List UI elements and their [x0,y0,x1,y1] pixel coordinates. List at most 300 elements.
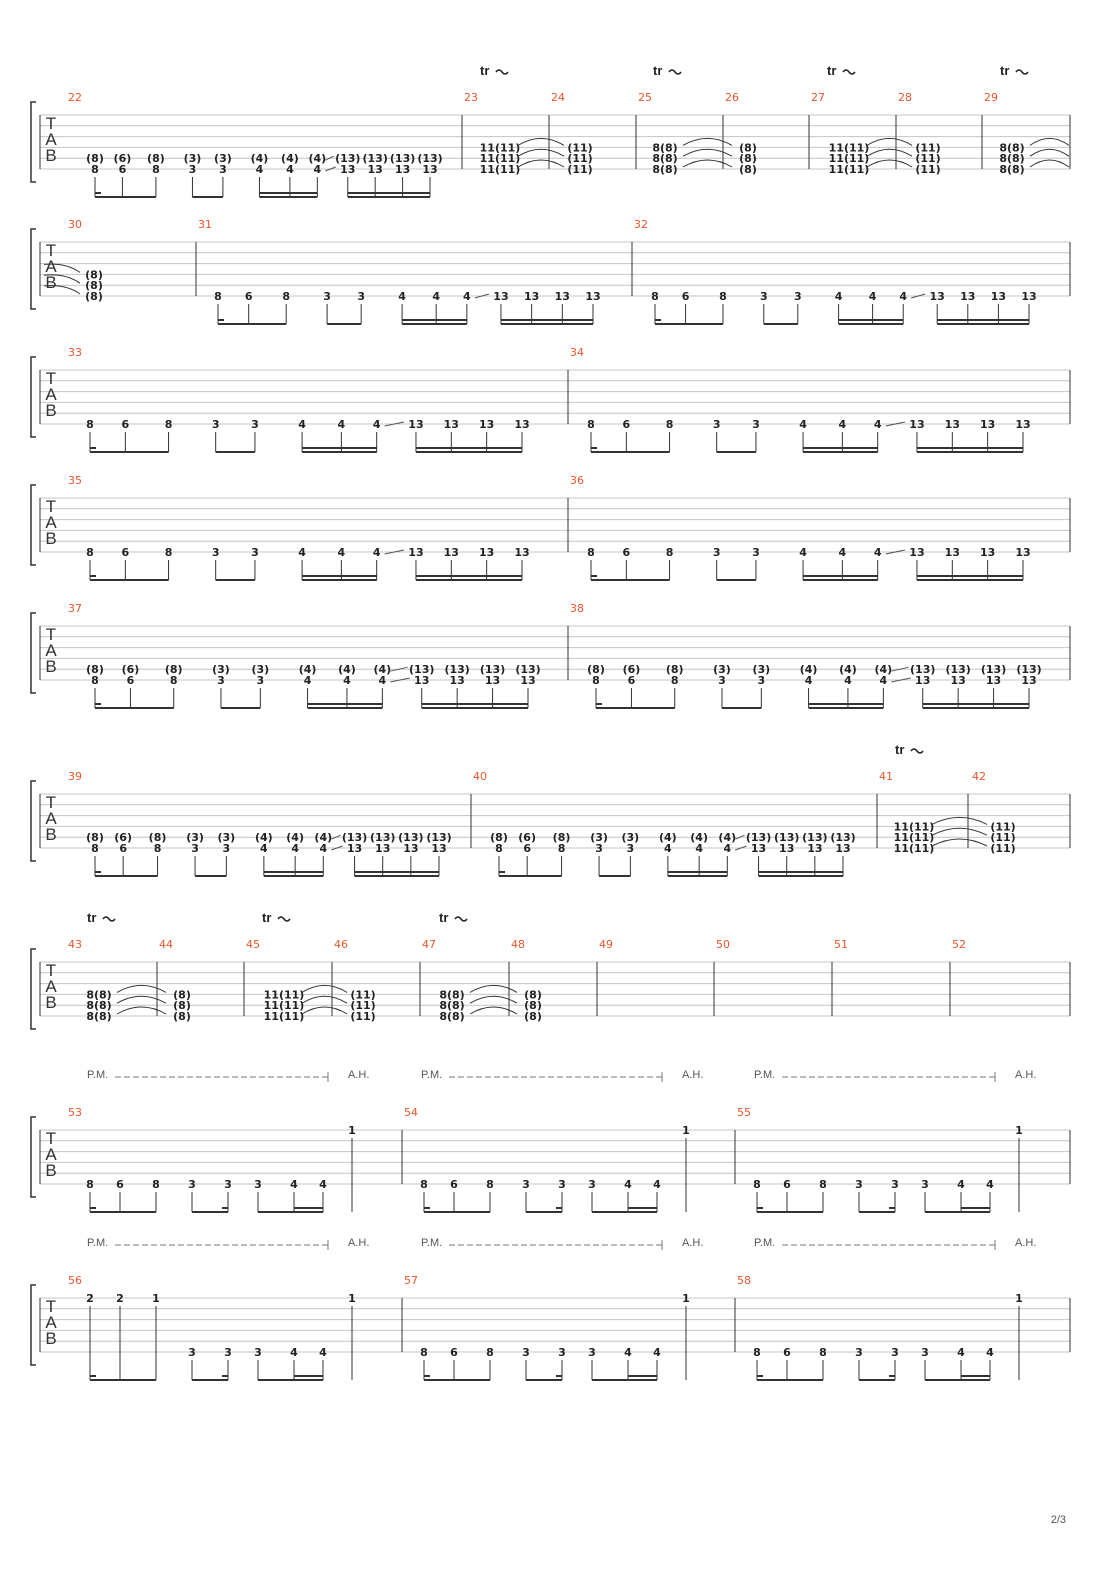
tie-arc [1030,160,1069,167]
fret-number: 3 [256,674,265,687]
measure-number: 37 [68,602,82,615]
fret-number: 13 [514,418,530,431]
fret-number: 13 [375,842,391,855]
tied-fret-number: (6) [518,831,537,845]
tied-fret-number: (13) [1016,663,1042,677]
palm-mute-label: P.M. [421,1069,443,1081]
tied-fret-number: (13) [398,831,424,845]
measure-number: 30 [68,218,82,231]
artificial-harmonic-label: A.H. [682,1237,704,1249]
fret-number: 4 [838,418,847,431]
tied-fret-number: (8) [164,663,183,677]
tied-fret-number: (8) [587,663,605,677]
tab-clef-b: B [45,825,57,844]
tied-chord-fret-number: (11) [567,141,593,155]
fret-number: 6 [121,418,130,431]
fret-number: 6 [627,674,636,687]
fret-number: 4 [844,674,852,687]
fret-number: 4 [337,546,346,559]
fret-number: 3 [921,1346,929,1359]
chord-fret-number: 11(11) [893,831,935,845]
system-bracket [31,229,36,309]
chord-fret-number: 11(11) [828,141,870,155]
fret-number: 13 [394,163,411,176]
measure-number: 42 [972,770,986,783]
tab-clef-t: T [45,961,57,980]
tie-arc [518,160,564,167]
tied-fret-number: (4) [690,831,709,845]
fret-number: 8 [486,1346,494,1359]
measure-number: 39 [68,770,82,783]
chord-fret-number: 8(8) [652,141,678,155]
fret-number: 8 [651,290,659,303]
fret-number: 13 [944,418,960,431]
tied-fret-number: (13) [515,663,541,677]
tied-chord-fret-number: (11) [915,163,941,176]
fret-number: 13 [523,290,540,303]
fret-number: 13 [554,290,570,303]
fret-number: 4 [398,290,406,303]
fret-number: 1 [152,1292,160,1305]
fret-number: 13 [807,842,823,855]
fret-number: 8 [86,418,94,431]
fret-number: 3 [588,1346,596,1359]
tied-chord-fret-number: (11) [990,820,1016,834]
fret-number: 4 [313,163,322,176]
tied-fret-number: (13) [417,152,443,166]
chord-fret-number: 11(11) [263,999,305,1013]
tied-fret-number: (13) [389,152,416,166]
tie-arc [683,149,732,156]
measure-number: 23 [464,91,478,104]
tie-arc [470,985,517,992]
fret-number: 13 [1021,290,1037,303]
trill-mark: tr [439,910,449,925]
tied-chord-fret-number: (8) [173,999,191,1013]
fret-number: 4 [372,418,381,431]
fret-number: 4 [291,842,299,855]
fret-number: 8 [164,546,173,559]
fret-number: 4 [879,674,888,687]
measure-number: 55 [737,1106,751,1119]
tie-arc [518,149,564,156]
chord-fret-number: 11(11) [893,842,935,855]
fret-number: 3 [254,1178,262,1191]
measure-number: 54 [404,1106,418,1119]
chord-fret-number: 8(8) [439,999,465,1013]
fret-number: 6 [116,1178,124,1191]
tied-fret-number: (3) [621,831,640,845]
chord-fret-number: 8(8) [86,999,112,1013]
fret-number: 13 [750,842,767,855]
tied-fret-number: (3) [251,663,270,677]
tab-clef-b: B [45,1329,57,1348]
fret-number: 13 [990,290,1007,303]
tab-clef-a: A [45,809,57,828]
chord-fret-number: 11(11) [479,163,521,176]
tied-chord-fret-number: (11) [915,141,941,155]
fret-number: 6 [119,842,127,855]
fret-number: 8 [592,674,600,687]
fret-number: 6 [126,674,135,687]
tab-clef-t: T [45,625,57,644]
measure-number: 51 [834,938,848,951]
fret-number: 8 [753,1346,761,1359]
trill-mark: tr [653,63,663,78]
palm-mute-label: P.M. [87,1237,109,1249]
harmonic-fret-number: 1 [1015,1124,1023,1137]
fret-number: 6 [523,842,531,855]
tied-fret-number: (4) [308,152,327,166]
chord-fret-number: 8(8) [439,1010,465,1023]
tied-fret-number: (6) [113,152,132,166]
system-bracket [31,613,36,693]
chord-fret-number: 8(8) [999,152,1025,166]
tied-chord-fret-number: (11) [990,842,1016,855]
artificial-harmonic-label: A.H. [348,1237,370,1249]
fret-number: 8 [557,842,566,855]
tied-fret-number: (3) [752,663,771,677]
measure-number: 24 [551,91,565,104]
fret-number: 4 [799,418,807,431]
tied-chord-fret-number: (8) [173,988,191,1002]
fret-number: 3 [712,546,721,559]
fret-number: 8 [753,1178,761,1191]
fret-number: 6 [681,290,690,303]
system-bracket [31,1285,36,1365]
measure-number: 48 [511,938,525,951]
chord-fret-number: 11(11) [263,988,305,1002]
fret-number: 13 [944,546,960,559]
fret-number: 3 [522,1346,530,1359]
tied-fret-number: (13) [945,663,971,677]
tied-fret-number: (3) [217,831,236,845]
measure-number: 29 [984,91,998,104]
trill-wave [669,70,681,74]
fret-number: 13 [1021,674,1037,687]
tied-fret-number: (13) [335,152,361,166]
tied-fret-number: (13) [980,663,1007,677]
tie-arc [1030,149,1069,156]
fret-number: 4 [463,290,471,303]
fret-number: 6 [783,1346,791,1359]
artificial-harmonic-label: A.H. [1015,1237,1037,1249]
fret-number: 3 [188,1178,196,1191]
tied-chord-fret-number: (8) [524,1010,542,1023]
tied-fret-number: (6) [622,663,641,677]
chord-fret-number: 8(8) [652,163,678,176]
chord-fret-number: 11(11) [828,152,870,166]
tab-clef-a: A [45,641,57,660]
harmonic-fret-number: 1 [348,1124,356,1137]
fret-number: 2 [86,1292,94,1305]
tab-clef-t: T [45,114,57,133]
fret-number: 8 [587,546,595,559]
fret-number: 3 [855,1178,863,1191]
fret-number: 4 [664,842,672,855]
tied-fret-number: (3) [713,663,731,677]
fret-number: 13 [979,418,996,431]
tab-clef-b: B [45,657,57,676]
chord-fret-number: 8(8) [999,163,1025,176]
fret-number: 13 [950,674,966,687]
chord-fret-number: 8(8) [86,1010,112,1023]
fret-number: 13 [514,546,530,559]
fret-number: 3 [254,1346,262,1359]
fret-number: 3 [588,1178,596,1191]
tied-fret-number: (3) [186,831,204,845]
trill-wave [1016,70,1028,74]
fret-number: 3 [891,1178,899,1191]
tie-arc [302,1007,347,1014]
tab-clef-t: T [45,793,57,812]
tab-clef-b: B [45,401,57,420]
measure-number: 50 [716,938,730,951]
fret-number: 3 [357,290,366,303]
fret-number: 4 [723,842,732,855]
tied-fret-number: (6) [121,663,140,677]
tie-arc [867,149,912,156]
measure-number: 26 [725,91,739,104]
tab-clef-t: T [45,1297,57,1316]
fret-number: 4 [372,546,381,559]
fret-number: 3 [219,163,227,176]
fret-number: 4 [695,842,703,855]
tied-chord-fret-number: (11) [350,999,376,1013]
tie-arc [302,985,347,992]
fret-number: 4 [298,546,306,559]
fret-number: 4 [986,1346,994,1359]
fret-number: 4 [319,1346,327,1359]
fret-number: 4 [337,418,346,431]
measure-number: 44 [159,938,173,951]
measure-number: 25 [638,91,652,104]
fret-number: 4 [378,674,387,687]
fret-number: 4 [319,1178,327,1191]
fret-number: 3 [793,290,802,303]
tied-fret-number: (13) [362,152,388,166]
fret-number: 4 [834,290,843,303]
fret-number: 3 [191,842,199,855]
tie-arc [518,138,564,145]
tab-clef-t: T [45,369,57,388]
measure-number: 28 [898,91,912,104]
fret-number: 4 [653,1346,661,1359]
fret-number: 6 [450,1346,458,1359]
tied-fret-number: (13) [774,831,800,845]
fret-number: 3 [188,163,197,176]
tied-fret-number: (6) [114,831,133,845]
tied-fret-number: (4) [874,663,893,677]
fret-number: 3 [752,546,760,559]
fret-number: 4 [899,290,908,303]
fret-number: 8 [587,418,595,431]
fret-number: 8 [282,290,291,303]
fret-number: 3 [921,1178,929,1191]
harmonic-fret-number: 1 [682,1124,690,1137]
fret-number: 13 [909,546,925,559]
fret-number: 13 [979,546,996,559]
chord-fret-number: 11(11) [893,820,935,834]
tied-fret-number: (4) [839,663,857,677]
tab-clef-a: A [45,1145,57,1164]
measure-number: 52 [952,938,966,951]
tied-fret-number: (3) [212,663,230,677]
trill-wave [843,70,855,74]
tab-clef-a: A [45,1313,57,1332]
system-bracket [31,485,36,565]
tied-chord-fret-number: (8) [85,279,103,293]
measure-number: 58 [737,1274,751,1287]
tied-chord-fret-number: (8) [739,141,757,155]
fret-number: 8 [420,1178,428,1191]
fret-number: 3 [752,418,760,431]
measure-number: 22 [68,91,82,104]
tab-clef-a: A [45,385,57,404]
fret-number: 2 [116,1292,124,1305]
trill-wave [496,70,508,74]
artificial-harmonic-label: A.H. [1015,1069,1037,1081]
fret-number: 4 [319,842,328,855]
trill-mark: tr [480,63,490,78]
tie-arc [470,1007,517,1014]
page-number: 2/3 [1050,1514,1066,1526]
fret-number: 3 [224,1346,232,1359]
trill-mark: tr [895,742,905,757]
tied-fret-number: (8) [86,152,104,166]
tied-fret-number: (8) [490,831,508,845]
system-bracket [31,102,36,182]
measure-number: 41 [879,770,893,783]
tied-fret-number: (4) [799,663,818,677]
measure-number: 38 [570,602,584,615]
trill-mark: tr [262,910,272,925]
fret-number: 4 [432,290,441,303]
fret-number: 13 [408,546,424,559]
fret-number: 3 [222,842,231,855]
tied-chord-fret-number: (8) [739,152,757,166]
fret-number: 4 [290,1178,298,1191]
tie-arc [932,828,987,835]
tied-fret-number: (4) [281,152,299,166]
fret-number: 13 [478,546,495,559]
tab-clef-b: B [45,529,57,548]
tied-fret-number: (4) [298,663,317,677]
chord-fret-number: 11(11) [263,1010,305,1023]
fret-number: 13 [346,842,363,855]
palm-mute-label: P.M. [421,1237,443,1249]
tied-chord-fret-number: (8) [739,163,757,176]
fret-number: 4 [260,842,268,855]
tied-fret-number: (4) [338,663,356,677]
fret-number: 4 [290,1346,298,1359]
chord-fret-number: 8(8) [439,988,465,1002]
chord-fret-number: 8(8) [999,141,1025,155]
measure-number: 46 [334,938,348,951]
fret-number: 6 [622,418,631,431]
tied-chord-fret-number: (11) [567,152,593,166]
trill-mark: tr [1000,63,1010,78]
fret-number: 8 [169,674,178,687]
fret-number: 3 [891,1346,899,1359]
tied-fret-number: (8) [148,831,167,845]
fret-number: 13 [449,674,465,687]
fret-number: 3 [217,674,225,687]
fret-number: 4 [838,546,847,559]
fret-number: 13 [909,418,925,431]
tied-fret-number: (13) [910,663,936,677]
fret-number: 4 [255,163,264,176]
tied-fret-number: (4) [286,831,305,845]
fret-number: 3 [558,1178,566,1191]
fret-number: 8 [91,163,99,176]
tied-chord-fret-number: (11) [350,988,376,1002]
tied-chord-fret-number: (11) [990,831,1016,845]
tied-fret-number: (13) [409,663,435,677]
tab-clef-b: B [45,273,57,292]
fret-number: 13 [835,842,851,855]
fret-number: 8 [819,1346,827,1359]
fret-number: 13 [779,842,795,855]
tab-clef-a: A [45,977,57,996]
fret-number: 13 [414,674,430,687]
tied-chord-fret-number: (11) [915,152,941,166]
fret-number: 13 [422,163,438,176]
tied-fret-number: (8) [147,152,165,166]
fret-number: 3 [211,418,220,431]
fret-number: 4 [624,1178,632,1191]
tied-fret-number: (4) [250,152,269,166]
palm-mute-label: P.M. [754,1237,776,1249]
system-bracket [31,949,36,1029]
trill-wave [103,917,115,921]
measure-number: 31 [198,218,212,231]
fret-number: 13 [520,674,536,687]
tab-clef-t: T [45,1129,57,1148]
palm-mute-label: P.M. [87,1069,109,1081]
fret-number: 3 [522,1178,530,1191]
tie-arc [683,138,732,145]
measure-number: 49 [599,938,613,951]
tie-arc [932,817,987,824]
measure-number: 43 [68,938,82,951]
tied-fret-number: (4) [718,831,737,845]
fret-number: 8 [665,418,674,431]
system-bracket [31,1117,36,1197]
fret-number: 13 [340,163,356,176]
fret-number: 8 [495,842,503,855]
tied-chord-fret-number: (8) [524,988,542,1002]
chord-fret-number: 8(8) [652,152,678,166]
fret-number: 4 [957,1178,965,1191]
fret-number: 8 [86,1178,94,1191]
tie-arc [867,160,912,167]
trill-wave [278,917,290,921]
tied-fret-number: (13) [444,663,470,677]
trill-mark: tr [827,63,837,78]
fret-number: 13 [431,842,447,855]
tab-clef-a: A [45,513,57,532]
fret-number: 6 [783,1178,791,1191]
chord-fret-number: 8(8) [86,988,112,1002]
measure-number: 47 [422,938,436,951]
fret-number: 8 [819,1178,827,1191]
measure-number: 33 [68,346,82,359]
fret-number: 8 [164,418,173,431]
fret-number: 8 [91,674,99,687]
tied-fret-number: (8) [86,831,104,845]
fret-number: 8 [91,842,99,855]
